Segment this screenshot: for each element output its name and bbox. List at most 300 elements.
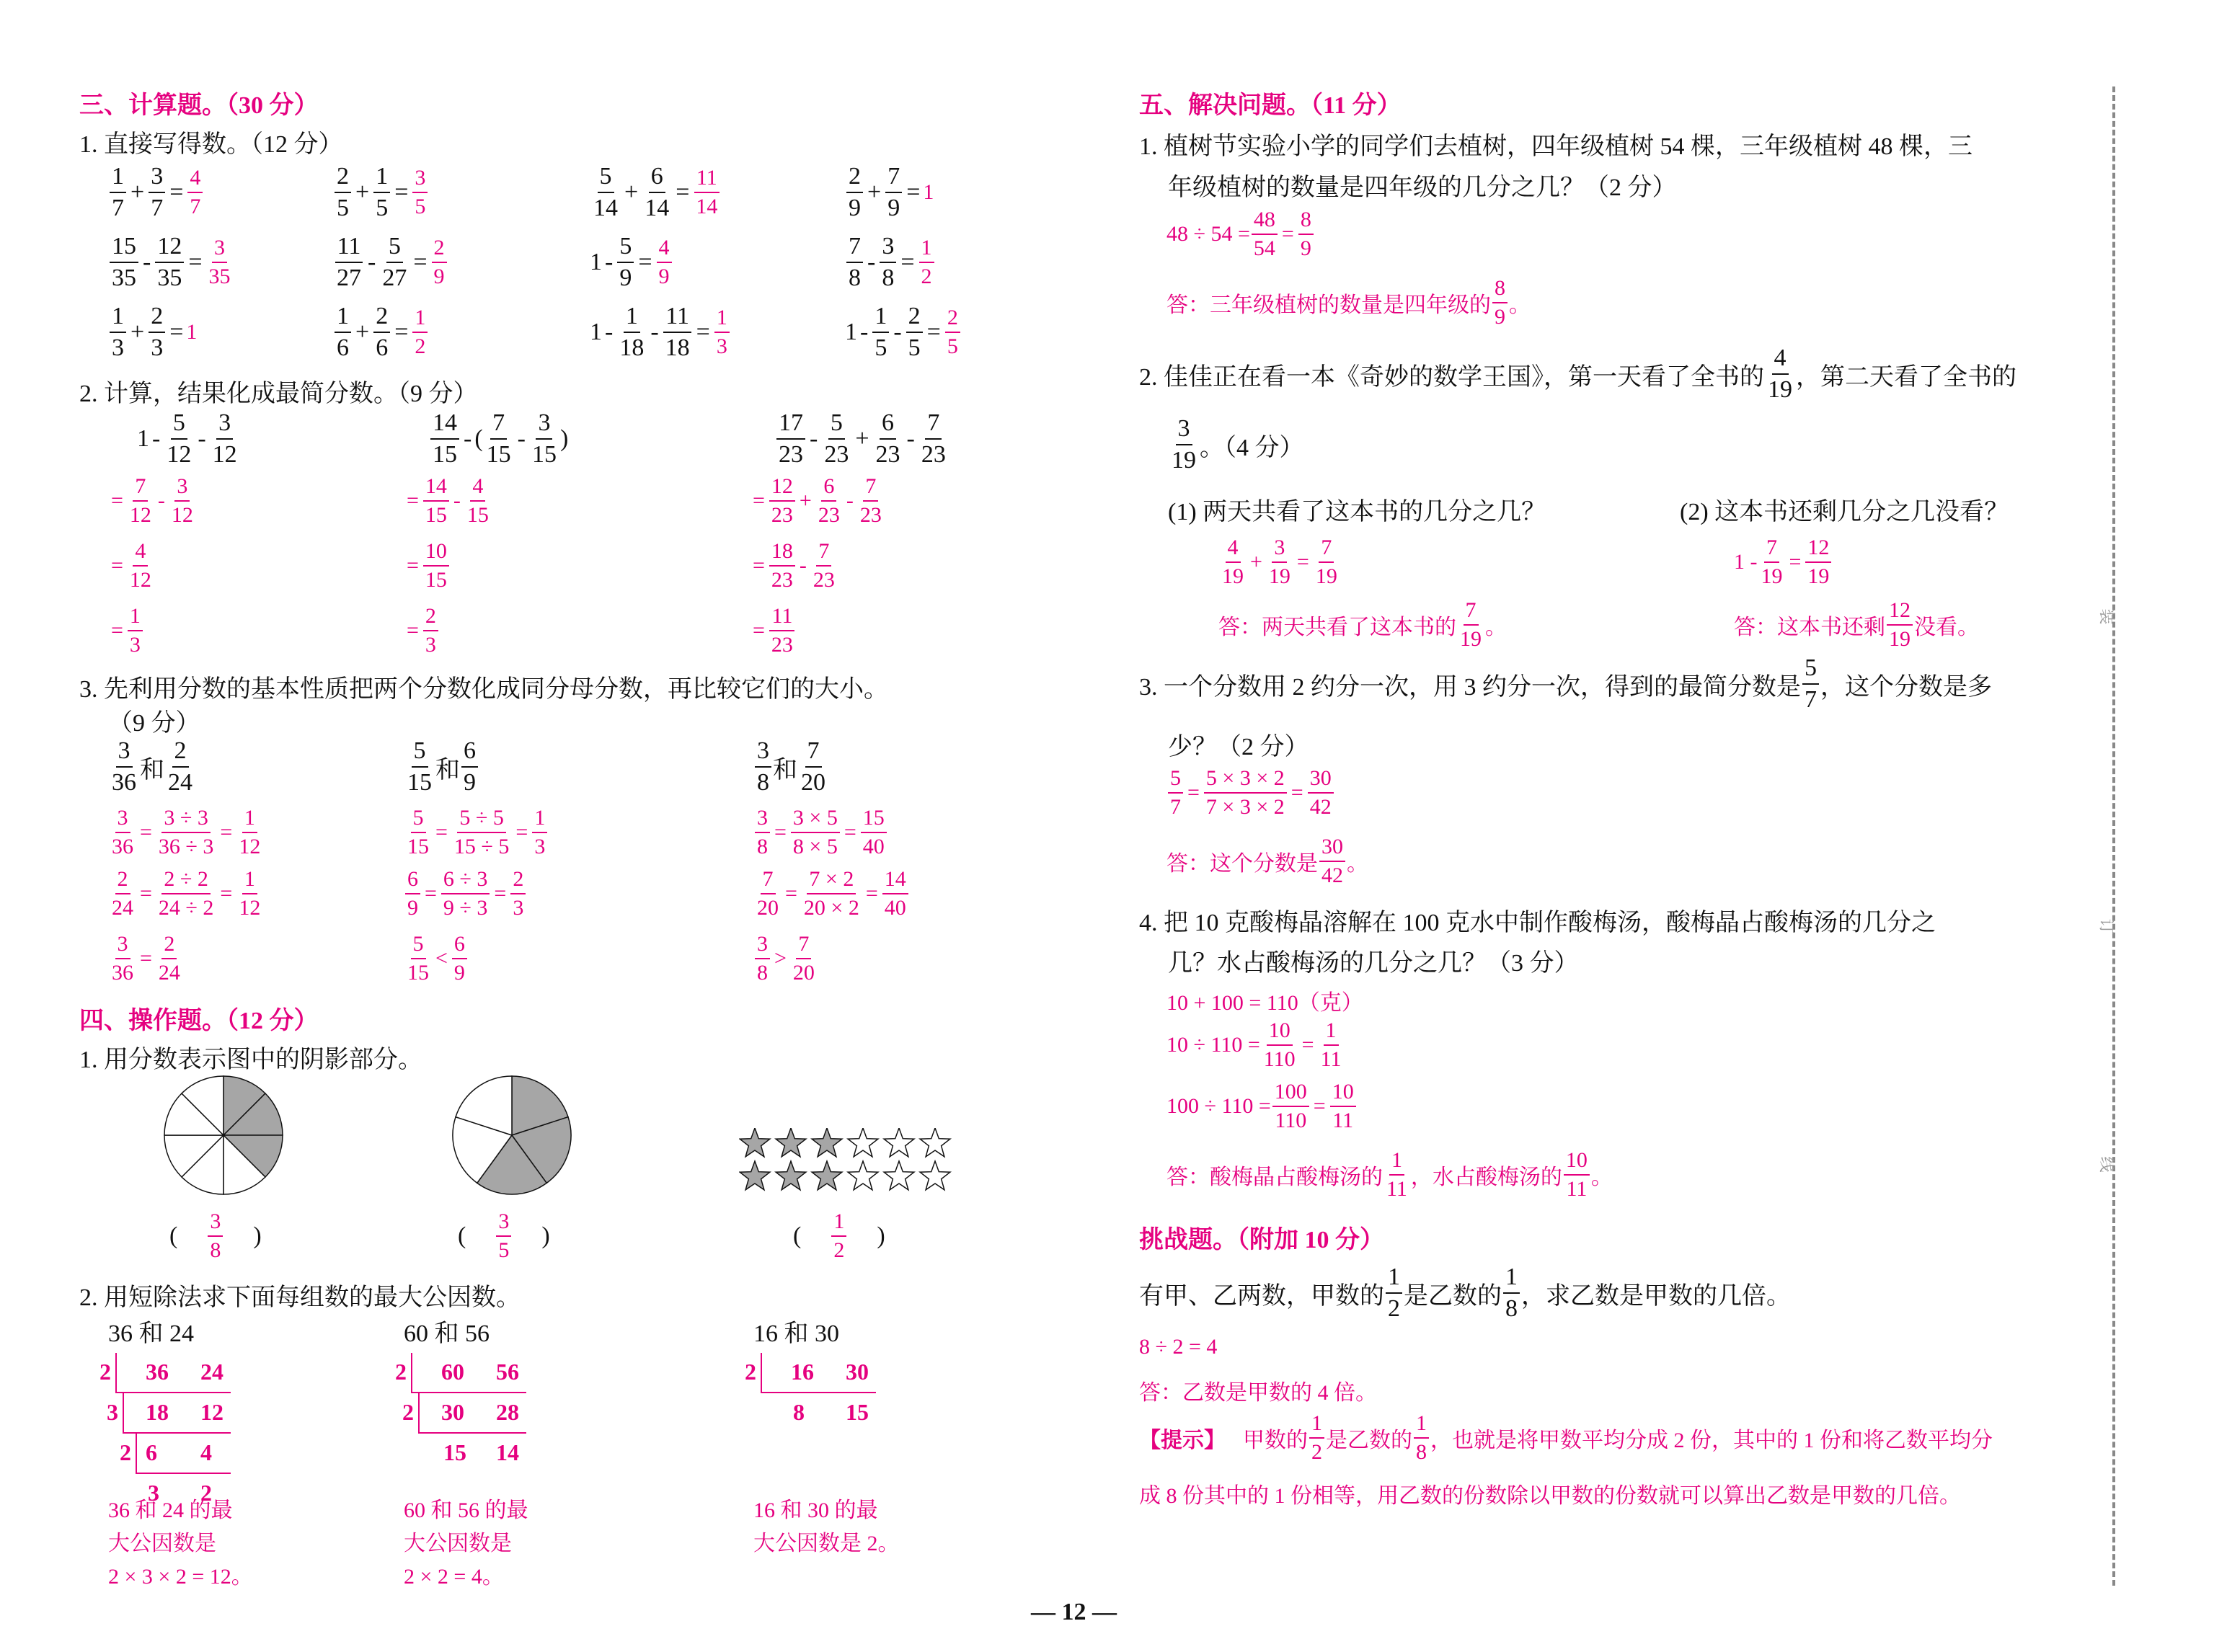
denominator: 15 xyxy=(466,503,489,527)
fraction xyxy=(846,164,863,221)
numerator: 1 xyxy=(1414,1413,1429,1439)
numerator: 3 xyxy=(208,1211,223,1237)
denominator: 23 xyxy=(771,568,793,592)
answer: 1 xyxy=(186,320,198,344)
answer xyxy=(430,237,448,288)
operator: = xyxy=(169,179,184,205)
numerator: 1 xyxy=(373,164,390,193)
division-bracket xyxy=(115,1353,117,1393)
denominator: 24 ÷ 2 xyxy=(158,896,214,920)
numerator: 5 xyxy=(1168,768,1183,794)
answer-text: 答：这个分数是 xyxy=(1166,852,1318,876)
numerator: 3 xyxy=(755,739,771,768)
numerator: 6 xyxy=(405,869,420,894)
answer-fraction xyxy=(945,307,960,358)
denominator: 36 xyxy=(112,961,133,985)
q5-1-answer xyxy=(1166,277,1531,328)
fraction xyxy=(1204,768,1287,818)
numerator: 3 xyxy=(216,411,233,440)
expression xyxy=(429,411,568,467)
divisor: 2 xyxy=(402,1399,414,1425)
binding-mark-xian: 线 xyxy=(2097,1156,2116,1173)
denominator: 23 xyxy=(875,441,900,468)
denominator: 18 xyxy=(665,334,690,361)
operator: - xyxy=(143,249,151,275)
challenge-calc: 8 ÷ 2 = 4 xyxy=(1139,1335,1218,1359)
operator: = xyxy=(169,319,184,345)
challenge-hint-line2: 成 8 份其中的 1 份相等，用乙数的份数除以甲数的份数就可以算出乙数是甲数的几倍。 xyxy=(1139,1484,1961,1508)
and-word: 和 xyxy=(773,756,797,783)
quotient: 2 xyxy=(200,1480,212,1506)
numerator: 3 xyxy=(1272,537,1287,563)
shaded-star-icon xyxy=(812,1128,842,1157)
fraction xyxy=(423,476,449,526)
fraction xyxy=(169,476,195,526)
denominator: 8 xyxy=(757,835,768,858)
numerator: 3 xyxy=(116,739,133,768)
denominator: 12 xyxy=(239,896,261,920)
operator: = xyxy=(753,489,765,512)
operator: = xyxy=(394,179,409,205)
calc-lead: 100 ÷ 110 = xyxy=(1166,1094,1271,1118)
fraction xyxy=(1492,277,1507,328)
numerator: 5 xyxy=(828,411,845,440)
expression xyxy=(404,739,479,795)
comparison-result xyxy=(404,933,469,984)
question-text: 是乙数的 xyxy=(1404,1282,1502,1310)
operator: - xyxy=(157,489,165,512)
denominator: 12 xyxy=(167,441,192,468)
numerator: 1 xyxy=(1324,1020,1339,1046)
q5-1-line1: 1. 植树节实验小学的同学们去植树，四年级植树 54 棵，三年级植树 48 棵，三 xyxy=(1139,133,1973,160)
q5-2-sub1-answer xyxy=(1218,600,1507,650)
denominator: 54 xyxy=(1253,236,1275,260)
solution-step xyxy=(404,541,451,591)
fraction xyxy=(1220,537,1246,587)
numerator: 7 xyxy=(490,411,507,440)
operator: = xyxy=(1296,550,1309,574)
fraction xyxy=(822,411,851,467)
numerator: 1 xyxy=(1309,1413,1324,1439)
q5-4-answer xyxy=(1166,1150,1613,1200)
q5-2-sub2-label: (2) 这本书还剩几分之几没看？ xyxy=(1680,499,2009,525)
direct-item xyxy=(590,304,731,360)
numerator: 5 xyxy=(411,807,426,833)
fraction xyxy=(755,869,781,919)
period: 。 xyxy=(1509,293,1531,317)
fraction xyxy=(405,933,431,984)
fraction xyxy=(149,164,165,221)
numerator: 5 xyxy=(412,739,428,768)
numerator: 30 xyxy=(1308,768,1334,794)
denominator: 23 xyxy=(824,441,849,468)
denominator: 19 xyxy=(1807,564,1830,588)
operator: = xyxy=(407,489,419,512)
denominator: 3 xyxy=(112,334,124,361)
fraction xyxy=(591,164,620,221)
operator: = xyxy=(926,319,941,345)
gcf-conclusion: 大公因数是 2。 xyxy=(753,1532,900,1555)
numerator: 1 xyxy=(714,307,730,333)
denominator: 7 × 3 × 2 xyxy=(1205,795,1285,819)
operator: = xyxy=(407,554,419,577)
denominator: 35 xyxy=(157,265,182,291)
division-bracket xyxy=(411,1353,412,1393)
fraction xyxy=(755,933,770,984)
fraction xyxy=(156,933,182,984)
figure-answer xyxy=(793,1211,885,1261)
denominator: 40 xyxy=(862,835,885,858)
numerator: 4 xyxy=(470,476,485,502)
fraction xyxy=(110,933,136,984)
fraction xyxy=(1805,537,1831,587)
numerator: 5 × 3 × 2 xyxy=(1204,768,1287,794)
answer xyxy=(918,237,936,288)
denominator: 15 xyxy=(486,441,511,468)
denominator: 19 xyxy=(1315,564,1337,588)
numerator: 7 xyxy=(1319,537,1334,563)
fraction xyxy=(373,304,390,360)
operator: = xyxy=(111,554,123,577)
page-number xyxy=(1031,1599,1117,1626)
challenge-hint-line1 xyxy=(1139,1413,1993,1463)
operator: = xyxy=(188,249,203,275)
fraction xyxy=(110,164,126,221)
section-4-title: 四、操作题。（12 分） xyxy=(79,1008,319,1034)
fraction xyxy=(802,869,862,919)
operator: = xyxy=(1313,1094,1326,1118)
text: ，也就是将甲数平均分成 2 份，其中的 1 份和将乙数平均分 xyxy=(1430,1429,1993,1452)
numerator: 1 xyxy=(128,605,143,631)
shaded-star-icon xyxy=(740,1128,770,1157)
fraction xyxy=(530,411,559,467)
numerator: 4 xyxy=(1772,346,1789,375)
q5-2-line2 xyxy=(1168,417,1304,473)
numerator: 12 xyxy=(155,234,184,263)
divisor: 2 xyxy=(745,1359,756,1385)
fraction xyxy=(1503,1265,1520,1321)
operator: + xyxy=(855,425,869,452)
numerator: 10 xyxy=(1267,1020,1293,1046)
operator: = xyxy=(111,618,123,642)
denominator: 11 xyxy=(1566,1177,1588,1201)
fraction xyxy=(816,476,842,526)
denominator: 15 xyxy=(425,568,447,592)
fraction xyxy=(110,739,138,795)
denominator: 19 xyxy=(1172,447,1196,474)
operator: - xyxy=(867,249,876,275)
denominator: 9 xyxy=(1495,305,1505,329)
fraction xyxy=(156,869,216,919)
denominator: 12 xyxy=(171,503,193,527)
numerator: 2 xyxy=(510,869,526,894)
fraction xyxy=(1330,1081,1356,1132)
denominator: 12 xyxy=(129,568,151,592)
denominator: 9 ÷ 3 xyxy=(443,896,488,920)
q5-2-sub2-answer xyxy=(1734,600,1979,650)
numerator: 7 xyxy=(1764,537,1779,563)
page-number-value: 12 xyxy=(1061,1599,1086,1625)
fraction xyxy=(208,1211,223,1261)
direct-item xyxy=(845,304,962,360)
denominator: 11 xyxy=(1386,1177,1407,1201)
challenge-title: 挑战题。（附加 10 分） xyxy=(1139,1227,1384,1253)
division-bracket xyxy=(136,1434,137,1474)
denominator: 3 xyxy=(716,334,727,358)
division-line xyxy=(123,1432,231,1434)
shaded-star-icon xyxy=(776,1128,806,1157)
q5-1-calc xyxy=(1166,209,1315,259)
fraction xyxy=(166,739,195,795)
denominator: 9 xyxy=(887,195,900,221)
fraction xyxy=(919,411,948,467)
denominator: 36 xyxy=(112,835,133,858)
lead-number: 1 xyxy=(137,425,149,452)
numerator: 7 xyxy=(925,411,942,440)
fraction xyxy=(1887,600,1913,650)
denominator: 7 xyxy=(190,195,201,218)
operator: = xyxy=(140,820,152,844)
fraction xyxy=(484,411,513,467)
operator: = xyxy=(785,881,797,905)
gcf-conclusion: 大公因数是 xyxy=(108,1532,216,1555)
dividend: 6 xyxy=(146,1439,157,1465)
calc-lead: 10 ÷ 110 = xyxy=(1166,1033,1260,1057)
answer: 1 xyxy=(923,180,934,204)
numerator: 2 xyxy=(115,869,130,894)
numerator: 5 xyxy=(598,164,614,193)
direct-item xyxy=(108,304,197,360)
fraction xyxy=(405,869,420,919)
fraction xyxy=(1298,209,1314,259)
question-text: 2. 佳佳正在看一本《奇妙的数学王国》，第一天看了全书的 xyxy=(1139,363,1764,391)
operator: = xyxy=(676,179,690,205)
numerator: 2 ÷ 2 xyxy=(161,869,210,894)
direct-item xyxy=(590,164,721,221)
denominator: 15 xyxy=(407,835,429,858)
numerator: 1 xyxy=(242,869,257,894)
fraction xyxy=(110,869,136,919)
operator: - xyxy=(464,425,472,452)
fraction xyxy=(155,234,184,290)
right-paren: ) xyxy=(541,1222,550,1249)
quotient: 15 xyxy=(443,1439,466,1465)
denominator: 7 xyxy=(151,195,164,221)
fraction xyxy=(1384,1150,1409,1200)
numerator: 100 xyxy=(1272,1081,1309,1107)
operator: + xyxy=(1250,550,1262,574)
operator: - xyxy=(198,425,206,452)
operator: - xyxy=(846,489,854,512)
answer xyxy=(186,167,204,218)
denominator: 19 xyxy=(1768,376,1792,403)
q5-3-line1 xyxy=(1139,656,1992,712)
direct-item xyxy=(333,234,448,290)
direct-item xyxy=(845,164,934,221)
operator: = xyxy=(407,618,419,642)
fraction xyxy=(1262,1020,1298,1070)
division-bracket xyxy=(418,1393,420,1434)
answer-text: 答：酸梅晶占酸梅汤的 xyxy=(1166,1165,1383,1189)
fraction xyxy=(1386,1265,1402,1321)
challenge-answer: 答：乙数是甲数的 4 倍。 xyxy=(1139,1381,1377,1405)
answer-fraction xyxy=(714,307,730,358)
q5-4-calc3 xyxy=(1166,1081,1358,1132)
denominator: 9 xyxy=(619,265,632,291)
fraction xyxy=(405,807,431,858)
denominator: 24 xyxy=(158,961,180,985)
denominator: 5 xyxy=(947,334,958,358)
denominator: 20 xyxy=(801,769,825,796)
q5-2-line1 xyxy=(1139,346,2016,402)
direct-item xyxy=(108,164,204,221)
denominator: 23 xyxy=(813,568,835,592)
q4-2-label: 2. 用短除法求下面每组数的最大公因数。 xyxy=(79,1284,521,1311)
numerator: 6 xyxy=(461,739,478,768)
q4-1-label: 1. 用分数表示图中的阴影部分。 xyxy=(79,1047,422,1073)
numerator: 4 xyxy=(187,167,203,193)
fraction xyxy=(452,807,511,858)
numerator: 1 xyxy=(242,807,257,833)
fraction xyxy=(1272,1081,1309,1132)
operator: = xyxy=(1281,222,1294,246)
fraction xyxy=(1252,209,1278,259)
denominator: 23 xyxy=(779,441,803,468)
operator: + xyxy=(130,319,145,345)
numerator: 3 xyxy=(115,807,130,833)
denominator: 15 xyxy=(425,503,447,527)
numerator: 3 xyxy=(174,476,190,502)
solution-step xyxy=(404,476,492,526)
denominator: 5 xyxy=(875,334,887,361)
fraction xyxy=(755,739,771,795)
numerator: 5 xyxy=(617,234,634,263)
fraction xyxy=(791,807,840,858)
operator: - xyxy=(893,319,902,345)
numerator: 12 xyxy=(769,476,795,502)
division-line xyxy=(411,1392,526,1393)
denominator: 12 xyxy=(239,835,261,858)
denominator: 8 xyxy=(757,769,769,796)
numerator: 3 xyxy=(1176,417,1192,445)
operator: - xyxy=(517,425,526,452)
denominator: 9 xyxy=(1300,236,1311,260)
denominator: 3 xyxy=(151,334,164,361)
calc-lead: 48 ÷ 54 = xyxy=(1166,222,1250,246)
denominator: 19 xyxy=(1222,564,1244,588)
q5-2-sub1-label: (1) 两天共看了这本书的几分之几？ xyxy=(1168,499,1546,525)
quotient: 8 xyxy=(793,1399,805,1425)
group-title: 60 和 56 xyxy=(404,1320,490,1347)
fraction xyxy=(236,807,262,858)
answer-fraction xyxy=(657,237,672,288)
direct-item xyxy=(333,304,429,360)
numerator: 1 xyxy=(1386,1265,1402,1294)
denominator: 20 xyxy=(792,961,815,985)
denominator: 9 xyxy=(407,896,418,920)
direct-item xyxy=(333,164,429,221)
denominator: 23 xyxy=(859,503,882,527)
q5-3-answer xyxy=(1166,836,1368,887)
numerator: 4 xyxy=(657,237,672,263)
fraction xyxy=(1766,346,1794,402)
denominator: 110 xyxy=(1263,1047,1296,1071)
comparison-result xyxy=(108,933,184,984)
dividend: 4 xyxy=(200,1439,212,1465)
expression xyxy=(775,411,949,467)
denominator: 2 xyxy=(1311,1440,1322,1464)
operator: = xyxy=(494,881,507,905)
fraction xyxy=(430,411,459,467)
answer xyxy=(830,1211,848,1261)
fraction xyxy=(617,234,634,290)
fraction xyxy=(128,541,154,591)
gcf-conclusion: 60 和 56 的最 xyxy=(404,1498,528,1522)
divisor: 2 xyxy=(120,1439,131,1465)
denominator: 15 ÷ 5 xyxy=(453,835,510,858)
fraction xyxy=(380,234,409,290)
numerator: 3 xyxy=(149,164,165,193)
operator: = xyxy=(900,249,915,275)
numerator: 3 × 5 xyxy=(791,807,840,833)
and-word: 和 xyxy=(435,756,460,783)
numerator: 3 xyxy=(212,237,227,263)
fraction xyxy=(149,304,165,360)
expression xyxy=(137,411,241,467)
numerator: 10 xyxy=(1564,1150,1590,1176)
operator: = xyxy=(906,179,921,205)
numerator: 11 xyxy=(663,304,691,333)
tail: 。 xyxy=(1590,1165,1613,1189)
group-title: 36 和 24 xyxy=(108,1320,194,1347)
text: 是乙数的 xyxy=(1326,1429,1412,1452)
denominator: 42 xyxy=(1321,863,1343,887)
fraction xyxy=(1267,537,1293,587)
denominator: 12 xyxy=(212,441,237,468)
operator: + xyxy=(624,179,639,205)
operator: + xyxy=(355,319,370,345)
hint-label: 【提示】 xyxy=(1139,1429,1226,1452)
q5-2-sub2-calc xyxy=(1734,537,1833,587)
fraction xyxy=(769,541,795,591)
operator: - xyxy=(605,249,614,275)
numerator: 3 xyxy=(412,167,428,193)
numerator: 2 xyxy=(335,164,351,193)
operator: = xyxy=(394,319,409,345)
operator: = xyxy=(140,881,152,905)
operator: = xyxy=(638,249,652,275)
fraction xyxy=(663,304,692,360)
fraction xyxy=(465,476,491,526)
numerator: 7 xyxy=(133,476,148,502)
operator: = xyxy=(844,820,856,844)
dividend: 18 xyxy=(146,1399,169,1425)
denominator: 7 xyxy=(112,195,124,221)
denominator: 23 xyxy=(771,633,793,657)
operator: - xyxy=(860,319,869,345)
fraction xyxy=(882,869,908,919)
denominator: 3 xyxy=(129,633,141,657)
denominator: 35 xyxy=(112,265,136,291)
solution-step xyxy=(108,476,197,526)
denominator: 14 xyxy=(645,195,670,221)
denominator: 27 xyxy=(382,265,407,291)
answer-fraction xyxy=(412,167,428,218)
denominator: 8 xyxy=(1505,1295,1518,1322)
group-title: 16 和 30 xyxy=(753,1320,839,1347)
denominator: 19 xyxy=(1761,564,1783,588)
denominator: 7 xyxy=(1805,686,1817,713)
